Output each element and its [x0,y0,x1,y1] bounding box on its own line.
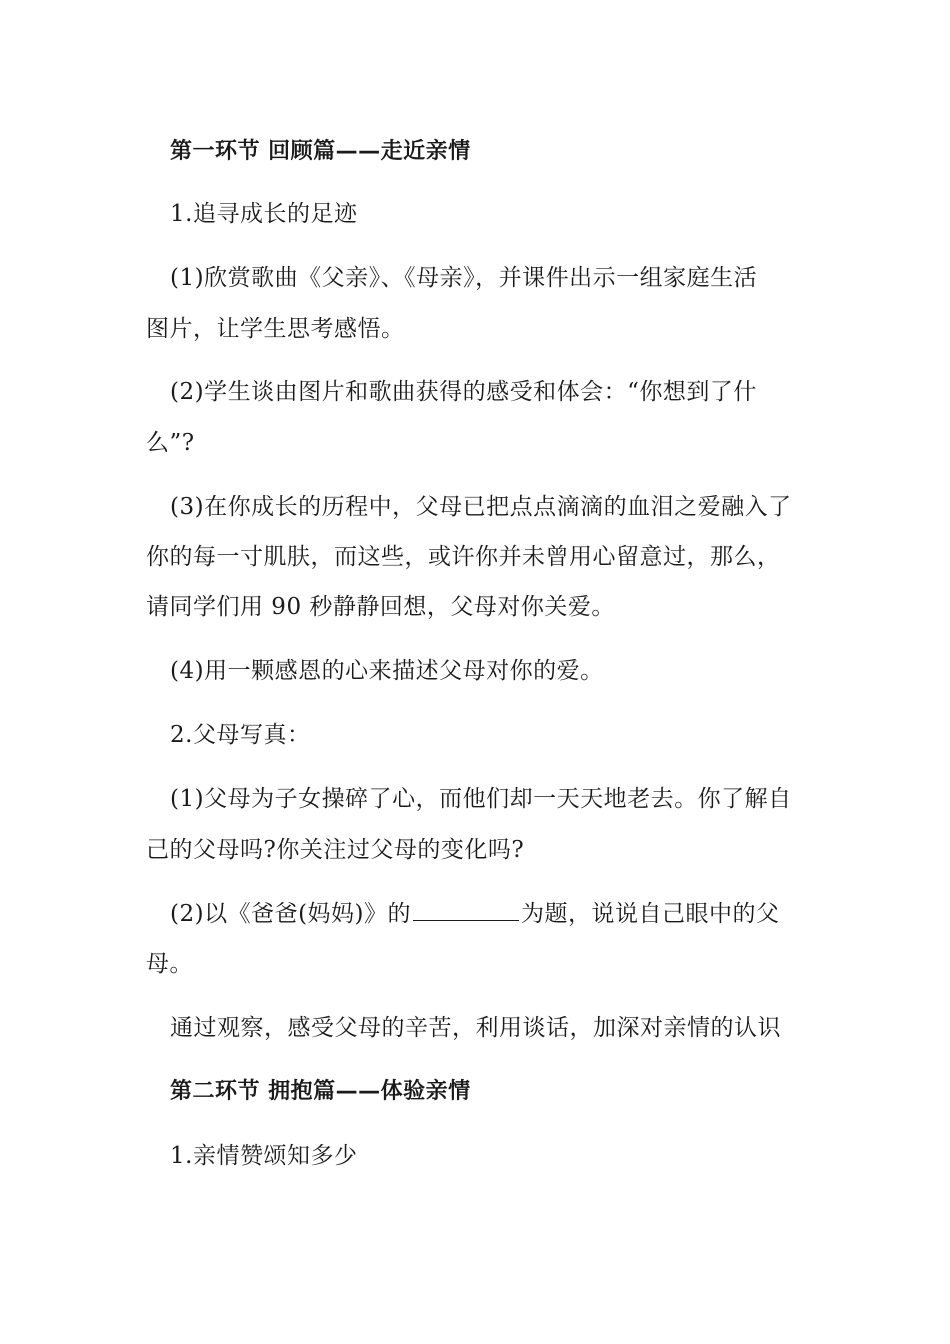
paragraph-6-text-after-blank: 为题，说说自己眼中的父 [521,901,780,927]
section-heading-1: 第一环节 回顾篇——走近亲情 [170,139,471,164]
paragraph-3-line-1: (3)在你成长的历程中，父母已把点点滴滴的血泪之爱融入了 [170,494,792,520]
paragraph-7-line-1: 通过观察，感受父母的辛苦，利用谈话，加深对亲情的认识 [170,1015,781,1041]
paragraph-2-line-2: 么”? [146,430,195,456]
paragraph-1-line-1: (1)欣赏歌曲《父亲》、《母亲》，并课件出示一组家庭生活 [170,265,758,291]
item-title-2: 2.父母写真： [170,722,311,748]
paragraph-1-line-2: 图片，让学生思考感悟。 [146,316,405,342]
paragraph-4-line-1: (4)用一颗感恩的心来描述父母对你的爱。 [170,658,604,684]
paragraph-6-line-2: 母。 [146,951,193,977]
item-title-3: 1.亲情赞颂知多少 [170,1143,358,1169]
paragraph-3-line-2: 你的每一寸肌肤，而这些，或许你并未曾用心留意过，那么， [146,544,781,570]
paragraph-3-line-3: 请同学们用 90 秒静静回想，父母对你关爱。 [146,594,615,620]
paragraph-5-line-2: 己的父母吗?你关注过父母的变化吗? [146,837,525,863]
paragraph-6-line-1 [170,898,780,929]
paragraph-5-line-1: (1)父母为子女操碎了心，而他们却一天天地老去。你了解自 [170,786,792,812]
paragraph-2-line-1: (2)学生谈由图片和歌曲获得的感受和体会：“你想到了什 [170,379,757,405]
fill-in-blank [413,898,519,921]
paragraph-6-text-before-blank: (2)以《爸爸(妈妈)》的 [170,901,412,927]
section-heading-2: 第二环节 拥抱篇——体验亲情 [170,1079,471,1104]
item-title-1: 1.追寻成长的足迹 [170,201,358,227]
